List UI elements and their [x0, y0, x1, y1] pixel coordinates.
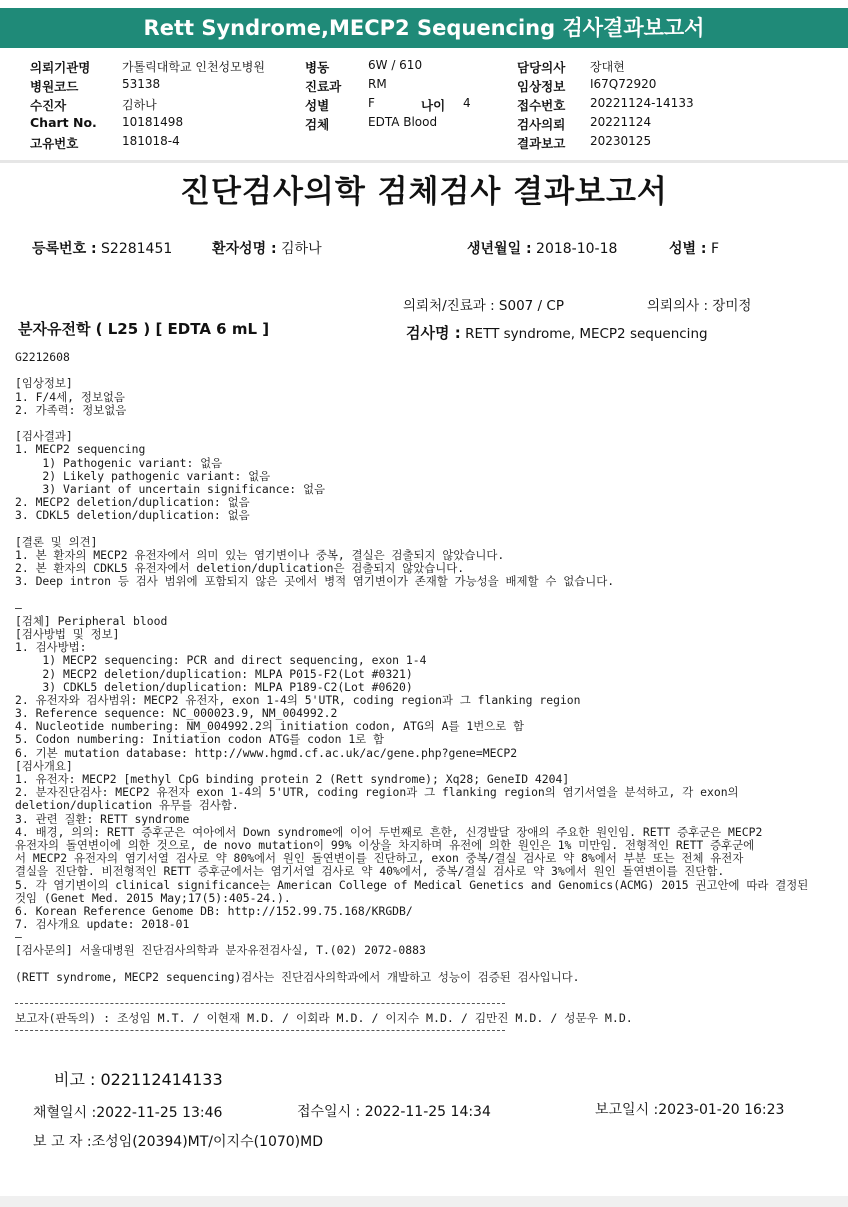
body-line: 서 MECP2 유전자의 염기서열 검사로 약 80%에서 원인 돌연변이를 진단하고, exon 중복/결실 검사로 약 8%에서 부분 또는 전체 유전자 [15, 851, 744, 866]
body-line: 1. 유전자: MECP2 [methyl CpG binding protein 2 (Rett syndrome); Xq28; GeneID 4204] [15, 772, 570, 786]
reporter-value: 조성임(20394)MT/이지수(1070)MD [91, 1134, 324, 1150]
header-label: 검사의뢰 [517, 117, 566, 132]
body-line [15, 588, 808, 601]
report-banner: Rett Syndrome,MECP2 Sequencing 검사결과보고서 [0, 8, 848, 48]
report-label: 보고일시 : [595, 1102, 659, 1118]
reg-label: 등록번호 : [32, 241, 97, 257]
body-line: 5. 각 염기변이의 clinical significance는 American College of Medical Genetics and Genomics(ACMG) 2015 권고안에 따라 결정된 [15, 877, 809, 892]
body-line: 6. Korean Reference Genome DB: http://152.99.75.168/KRGDB/ [15, 903, 413, 918]
doctor-info: 의뢰의사 : 장미정 [647, 298, 752, 314]
header-value: 53138 [122, 77, 161, 91]
page-bottom-strip [0, 1196, 848, 1207]
header-label: 접수번호 [517, 98, 566, 113]
header-value: 김하나 [122, 98, 157, 112]
body-line: 2. 가족력: 정보없음 [15, 402, 127, 417]
header-label: 성별 [305, 98, 330, 113]
divider-line [15, 1003, 505, 1004]
report-body [15, 351, 808, 984]
body-line: [검사방법 및 정보] [15, 626, 120, 641]
header-value: RM [368, 77, 387, 91]
body-line: — [15, 600, 22, 615]
body-line: 4. 배경, 의의: RETT 증후군은 여아에서 Down syndrome에 이어 두번째로 흔한, 신경발달 장애의 주요한 원인임. RETT 증후군은 MECP2 [15, 824, 763, 839]
body-line: 결실을 진단함. 비전형적인 RETT 증후군에서는 염기서열 검사로 약 40%에서, 중복/결실 검사로 약 3%에서 원인 돌연변이를 진단함. [15, 864, 725, 879]
receive-label: 접수일시 : [297, 1104, 361, 1120]
patient-name [212, 238, 322, 258]
header-value: 20230125 [590, 134, 652, 148]
body-line: [결론 및 의견] [15, 534, 98, 549]
dob-value: 2018-10-18 [536, 241, 618, 257]
note-value: 022112414133 [100, 1070, 223, 1089]
test-value: RETT syndrome, MECP2 sequencing [465, 326, 708, 342]
collect-value: 2022-11-25 13:46 [96, 1105, 223, 1121]
dob-label: 생년월일 : [467, 241, 532, 257]
body-line: 2. 분자진단검사: MECP2 유전자 exon 1-4의 5'UTR, coding region과 그 flanking region의 염기서열을 분석하고, 각 exon의 [15, 785, 739, 800]
age-value: 4 [463, 96, 471, 110]
body-line: 6. 기본 mutation database: http://www.hgmd.cf.ac.uk/ac/gene.php?gene=MECP2 [15, 745, 518, 760]
report-row [595, 1099, 784, 1119]
report-value: 2023-01-20 16:23 [658, 1102, 785, 1118]
header-label: 결과보고 [517, 136, 566, 151]
body-line: 1) MECP2 sequencing: PCR and direct sequencing, exon 1-4 [15, 653, 427, 668]
age-label: 나이 [421, 98, 446, 113]
reg-value: S2281451 [101, 241, 173, 257]
reporter-row [33, 1131, 323, 1151]
body-line: 3) CDKL5 deletion/duplication: MLPA P189-C2(Lot #0620) [15, 679, 413, 694]
header-label: 고유번호 [30, 136, 79, 151]
body-line: 2. MECP2 deletion/duplication: 없음 [15, 495, 250, 510]
header-value: 6W / 610 [368, 58, 423, 72]
body-line: [검사결과] [15, 429, 73, 444]
body-line: [검사문의] 서울대병원 진단검사의학과 분자유전검사실, T.(02) 2072-0883 [15, 943, 426, 958]
body-line: 3) Variant of uncertain significance: 없음 [15, 481, 326, 496]
signers-line: 보고자(판독의) : 조성임 M.T. / 이현재 M.D. / 이회라 M.D. / 이지수 M.D. / 김만진 M.D. / 성문우 M.D. [15, 1011, 633, 1025]
body-line: 1. 검사방법: [15, 640, 87, 655]
dept-info: 의뢰처/진료과 : S007 / CP [403, 298, 564, 314]
header-label: 병원코드 [30, 79, 79, 94]
body-line [15, 958, 808, 971]
body-line: 5. Codon numbering: Initiation codon ATG를 codon 1로 함 [15, 732, 385, 747]
body-line: 2. 본 환자의 CDKL5 유전자에서 deletion/duplication은 검출되지 않았습니다. [15, 561, 465, 575]
header-label: 수진자 [30, 98, 67, 113]
header-value: 20221124-14133 [590, 96, 694, 110]
header-label: 임상정보 [517, 79, 566, 94]
body-line: G2212608 [15, 350, 70, 364]
body-line [15, 417, 808, 430]
header-value: F [368, 96, 375, 110]
collect-row [33, 1102, 222, 1122]
body-line: 것임 (Genet Med. 2015 May;17(5):405-24.). [15, 890, 291, 905]
receive-value: 2022-11-25 14:34 [364, 1104, 491, 1120]
body-line [15, 364, 808, 377]
patient-info [32, 238, 172, 258]
reporter-label: 보 고 자 : [33, 1134, 92, 1150]
name-value: 김하나 [281, 241, 322, 257]
header-divider [0, 160, 848, 163]
body-line: [임상정보] [15, 376, 73, 391]
body-line: [검체] Peripheral blood [15, 613, 168, 628]
header-value: EDTA Blood [368, 115, 438, 129]
sex-value: F [710, 241, 720, 257]
header-label: 진료과 [305, 79, 342, 94]
collect-label: 채혈일시 : [33, 1105, 97, 1121]
body-line: 7. 검사개요 update: 2018-01 [15, 917, 190, 932]
body-line: 1) Pathogenic variant: 없음 [15, 455, 223, 470]
report-title: 진단검사의학 검체검사 결과보고서 [180, 174, 668, 210]
body-line: deletion/duplication 유무를 검사함. [15, 798, 239, 813]
note-label: 비고 : [54, 1070, 96, 1089]
body-line: 2) MECP2 deletion/duplication: MLPA P015-F2(Lot #0321) [15, 666, 413, 681]
body-line: 1. 본 환자의 MECP2 유전자에서 의미 있는 염기변이나 중복, 결실은 검출되지 않았습니다. [15, 547, 505, 562]
note-row [54, 1067, 223, 1090]
body-line: 1. MECP2 sequencing [15, 442, 146, 457]
header-label: 병동 [305, 60, 330, 75]
body-line: 3. CDKL5 deletion/duplication: 없음 [15, 508, 250, 523]
body-line: 2) Likely pathogenic variant: 없음 [15, 468, 271, 483]
header-value: I67Q72920 [590, 77, 657, 91]
header-value: 181018-4 [122, 134, 180, 148]
body-line: 3. Deep intron 등 검사 범위에 포함되지 않은 곳에서 병적 염기변이가 존재할 가능성을 배제할 수 없습니다. [15, 574, 615, 589]
header-label: 담당의사 [517, 60, 566, 75]
header-info [0, 52, 848, 154]
header-value: 20221124 [590, 115, 652, 129]
header-value: 장대현 [590, 60, 625, 74]
body-line: 3. Reference sequence: NC_000023.9, NM_004992.2 [15, 706, 338, 721]
body-line: (RETT syndrome, MECP2 sequencing)검사는 진단검사의학과에서 개발하고 성능이 검증된 검사입니다. [15, 969, 580, 984]
header-label: Chart No. [30, 115, 97, 130]
name-label: 환자성명 : [212, 241, 277, 257]
test-label: 검사명 : [406, 324, 461, 342]
body-line: 3. 관련 질환: RETT syndrome [15, 811, 190, 826]
body-line: 1. F/4세, 정보없음 [15, 389, 125, 404]
specimen-heading: 분자유전학 ( L25 ) [ EDTA 6 mL ] [18, 320, 270, 338]
header-value: 10181498 [122, 115, 184, 129]
test-name [406, 322, 708, 343]
header-value: 가톨릭대학교 인천성모병원 [122, 60, 265, 74]
body-line: 4. Nucleotide numbering: NM_004992.2의 initiation codon, ATG의 A를 1번으로 함 [15, 719, 525, 734]
body-line: 유전자의 돌연변이에 의한 것으로, de novo mutation이 99% 이상을 차지하며 유전에 의한 원인은 1% 미만임. 전형적인 RETT 증후군에 [15, 837, 755, 852]
patient-sex [669, 238, 719, 258]
body-line: — [15, 930, 22, 945]
body-line: 2. 유전자와 검사범위: MECP2 유전자, exon 1-4의 5'UTR, coding region과 그 flanking region [15, 692, 581, 707]
patient-dob [467, 238, 617, 258]
header-label: 검체 [305, 117, 330, 132]
sex-label: 성별 : [669, 241, 707, 257]
header-label: 의뢰기관명 [30, 60, 91, 75]
divider-line [15, 1030, 505, 1031]
receive-row [297, 1101, 491, 1121]
body-line: [검사개요] [15, 758, 73, 773]
body-line [15, 522, 808, 535]
